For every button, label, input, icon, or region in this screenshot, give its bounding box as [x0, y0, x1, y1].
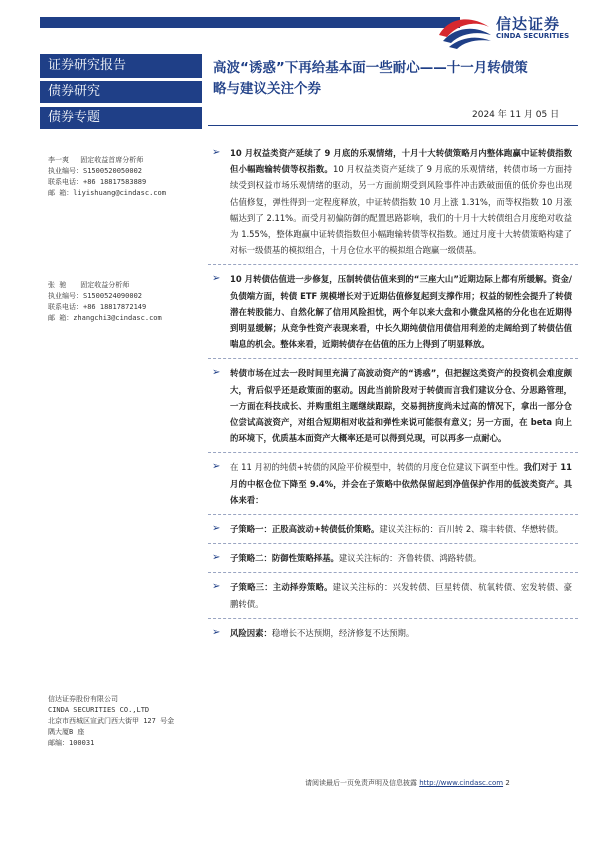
footer-link[interactable]: http://www.cindasc.com: [419, 779, 504, 787]
bullet-item: [208, 271, 578, 352]
bullet-bold: 我们对于 11 月的中枢仓位下降至 9.4%，并会在子策略中依然保留起到净值保护作用的低波类资产。具体来看：: [230, 462, 572, 505]
firm-name-cn: 信达证券股份有限公司: [48, 695, 118, 703]
bullet-bold: 转债市场在过去一段时间里充满了高波动资产的“诱惑”，但把握这类资产的投资机会难度颇大，背后似乎还是政策面的驱动。因此当前阶段对于转债而言我们建议分仓、分思路管理，一方面在科技成长、并购重组主题继续跟踪，交易拥挤度尚未过高的情况下，拿出一部分仓位尝试高波资产，对组合短期相对收益和弹性来说可能很有意义；另一方面，在 beta 向上的环境下，优质基本面资产大概率还是可以得到兑现，可以再多一点耐心。: [230, 368, 572, 444]
analyst-phone: +86 18817583889: [83, 178, 147, 186]
email-label: 邮 箱：: [48, 314, 74, 322]
sidebar-category: 债券研究: [40, 81, 202, 103]
bullet-text: 建议关注标的：百川转 2、瑞丰转债、华懋转债。: [379, 524, 564, 535]
bullet-item: [208, 145, 578, 258]
arrow-bullet-icon: ➢: [212, 461, 221, 473]
analyst-cert: S1500520050002: [83, 167, 143, 175]
bullet-item: [208, 521, 578, 537]
firm-address-line2: 隅大厦B 座: [48, 728, 85, 736]
arrow-bullet-icon: ➢: [212, 523, 221, 535]
analyst-cert: S1500524090002: [83, 292, 143, 300]
analyst-email[interactable]: zhangchi3@cindasc.com: [73, 314, 162, 322]
divider: [208, 514, 578, 515]
analyst-card: [48, 155, 206, 199]
analyst-title: 固定收益分析师: [80, 281, 130, 289]
bullet-item: [208, 459, 578, 508]
report-date: 2024 年 11 月 05 日: [472, 110, 560, 120]
divider: [208, 264, 578, 265]
bullet-bold: 风险因素：: [230, 627, 272, 638]
email-label: 邮 箱：: [48, 189, 74, 197]
bullet-item: [208, 625, 578, 641]
bullet-item: [208, 579, 578, 611]
bullet-bold: 10 月转债估值进一步修复，压制转债估值来到的“三座大山”近期边际上都有所缓解。资金/负债端方面，转债 ETF 规模增长对于近期估值修复起到支撑作用；权益的韧性会提升了转债潜在转股能力、自然化解了信用风险担忧，两个年以来大盘和小微盘风格的分化也在近期得到明显缓解；从竞争性资产表现来看，中长久期纯债信用债信用利差的走阔给到了转债估值喘息的机会。整体来看，近期转债存在估值的压力上得到了明显释放。: [230, 274, 572, 350]
divider: [208, 572, 578, 573]
analyst-name: 李一爽: [48, 156, 69, 164]
firm-name-en: CINDA SECURITIES CO.,LTD: [48, 706, 150, 714]
analyst-name: 张 驰: [48, 281, 67, 289]
footer-disclaimer: 请阅读最后一页免责声明及信息披露: [305, 779, 417, 787]
bullet-item: [208, 365, 578, 446]
analyst-email[interactable]: liyishuang@cindasc.com: [73, 189, 166, 197]
arrow-bullet-icon: ➢: [212, 147, 221, 158]
divider: [208, 543, 578, 544]
header-bar: [40, 17, 460, 28]
bullet-text: 在 11 月初的纯债+转债的风险平价模型中，转债的月度仓位建议下调至中性。: [230, 462, 524, 473]
bullet-bold: 10 月权益类资产延续了 9 月底的乐观情绪，十月十大转债策略月内整体跑赢中证转债指数但小幅跑输转债等权指数。: [230, 148, 572, 175]
page-number: 2: [505, 779, 510, 787]
arrow-bullet-icon: ➢: [212, 552, 221, 564]
summary-bullets: [208, 145, 578, 647]
phone-label: 联系电话：: [48, 303, 83, 311]
arrow-bullet-icon: ➢: [212, 273, 221, 285]
divider: [208, 358, 578, 359]
firm-address-line1: 北京市西城区宣武门西大街甲 127 号金: [48, 717, 175, 725]
analyst-title: 固定收益首席分析师: [80, 156, 144, 164]
bullet-item: [208, 550, 578, 566]
arrow-bullet-icon: ➢: [212, 367, 221, 379]
firm-zip: 邮编：100031: [48, 739, 95, 747]
report-title-line2: 略与建议关注个券: [213, 81, 321, 97]
firm-info: [48, 694, 206, 749]
bullet-text: 稳增长不达预期，经济修复不达预期。: [271, 627, 415, 638]
divider: [208, 618, 578, 619]
bullet-text: 建议关注标的：齐鲁转债、鸿路转债。: [338, 553, 482, 564]
arrow-bullet-icon: ➢: [212, 581, 221, 593]
bullet-bold: 子策略二：防御性策略择基。: [230, 553, 339, 564]
sidebar: [40, 54, 202, 133]
cert-label: 执业编号：: [48, 292, 83, 300]
cert-label: 执业编号：: [48, 167, 83, 175]
bullet-bold: 子策略三：主动择券策略。: [230, 582, 333, 593]
phone-label: 联系电话：: [48, 178, 83, 186]
bullet-text: 10 月权益类资产延续了 9 月底的乐观情绪，转债市场一方面持续受到权益市场乐观情绪的驱动，另一方面前期受到风险事件冲击跌破面值的低价券也出现估值修复，弹性得到一定程度释放，中证转债指数 10 月上涨 1.31%，而等权指数 10 月涨幅达到了 2.11%。而受月初偏防御的配置思路影响，我们的十月十大转债组合月度绝对收益为 1.55%，整体跑赢中证转债指数但小幅跑输转债等权指数。通过月度十大转债策略构建了对标一级债基的模拟组合，十月仓位水平的模拟组合跑赢一级债基。: [230, 164, 572, 256]
page-footer: [305, 778, 510, 788]
sidebar-subcategory: 债券专题: [40, 107, 202, 129]
analyst-card: [48, 280, 206, 324]
analyst-phone: +86 18817872149: [83, 303, 147, 311]
report-title-line1: 高波“诱惑”下再给基本面一些耐心——十一月转债策: [213, 60, 528, 76]
title-rule: [208, 125, 578, 126]
sidebar-report-type: 证券研究报告: [40, 54, 202, 78]
bullet-bold: 子策略一：正股高波动+转债低价策略。: [230, 524, 380, 535]
logo-text-cn: 信达证券: [496, 15, 561, 33]
divider: [208, 452, 578, 453]
logo-text-en: CINDA SECURITIES: [496, 32, 570, 40]
bullet-text: 建议关注标的：兴发转债、巨星转债、杭氧转债、宏发转债、豪鹏转债。: [230, 582, 573, 609]
report-title: [213, 58, 578, 100]
arrow-bullet-icon: ➢: [212, 626, 221, 638]
